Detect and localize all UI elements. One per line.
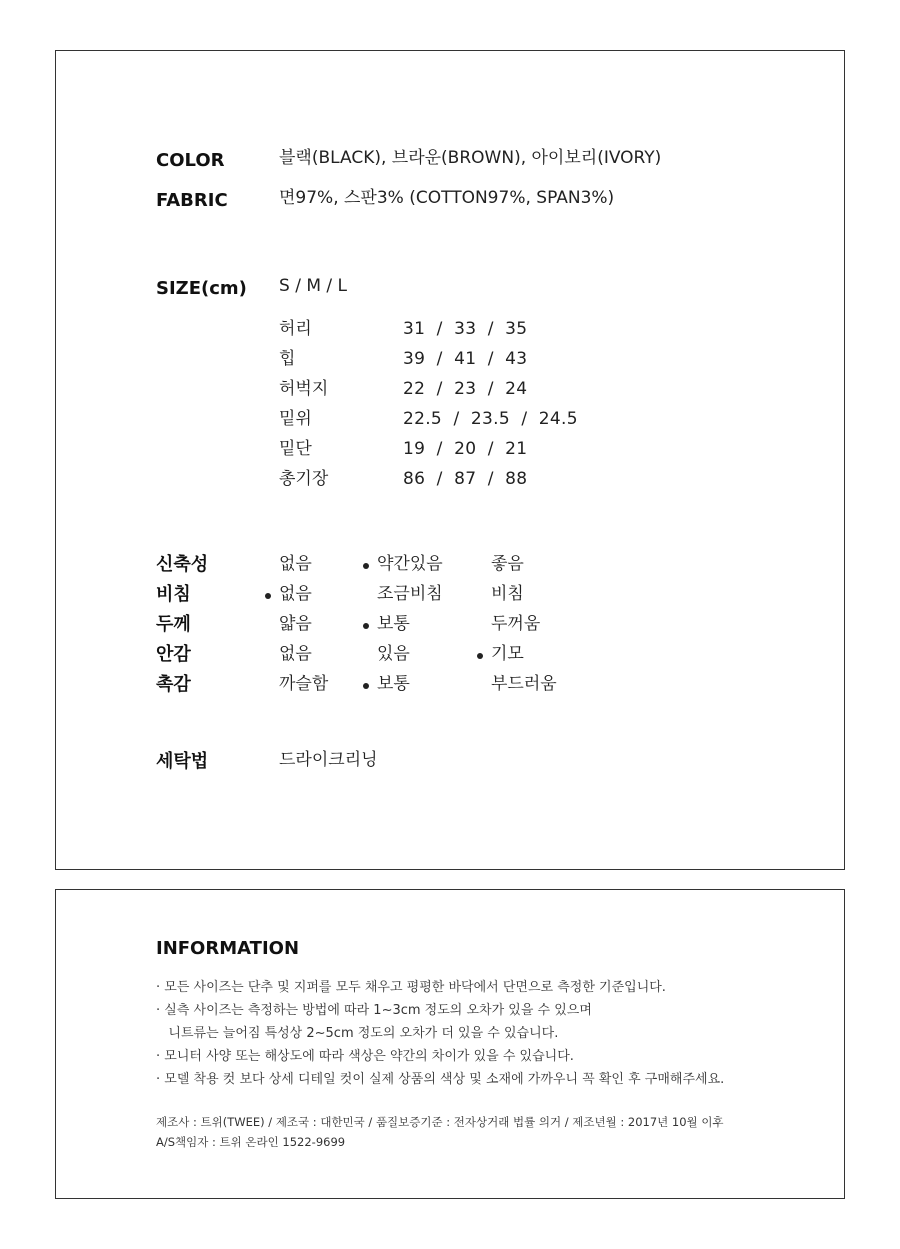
as-contact-info: A/S책임자 : 트위 온라인 1522-9699 — [156, 1135, 346, 1149]
attribute-option: 두꺼움 — [491, 614, 541, 634]
color-value: 블랙(BLACK), 브라운(BROWN), 아이보리(IVORY) — [279, 148, 662, 168]
attribute-option: 조금비침 — [377, 584, 443, 604]
selected-bullet-icon — [363, 683, 369, 689]
attribute-option: 보통 — [377, 674, 410, 694]
color-label: COLOR — [156, 150, 225, 171]
size-row-values: 31 / 33 / 35 — [403, 319, 528, 339]
selected-bullet-icon — [265, 593, 271, 599]
size-row-name: 총기장 — [279, 469, 329, 489]
size-row-name: 허벅지 — [279, 379, 329, 399]
attribute-option: 보통 — [377, 614, 410, 634]
information-panel — [55, 889, 845, 1199]
size-row-values: 86 / 87 / 88 — [403, 469, 528, 489]
size-row-values: 39 / 41 / 43 — [403, 349, 528, 369]
size-row-name: 힙 — [279, 349, 296, 369]
washing-value: 드라이크리닝 — [279, 750, 378, 770]
fabric-label: FABRIC — [156, 190, 228, 211]
info-line: · 모델 착용 컷 보다 상세 디테일 컷이 실제 상품의 색상 및 소재에 가까우니 꼭 확인 후 구매해주세요. — [156, 1072, 725, 1087]
manufacturer-info: 제조사 : 트위(TWEE) / 제조국 : 대한민국 / 품질보증기준 : 전자상거래 법률 의거 / 제조년월 : 2017년 10월 이후 — [156, 1115, 724, 1129]
size-label: SIZE(cm) — [156, 278, 247, 299]
attribute-label: 신축성 — [156, 554, 209, 575]
attribute-option: 없음 — [279, 644, 312, 664]
attribute-label: 촉감 — [156, 674, 191, 695]
info-line: · 모니터 사양 또는 해상도에 따라 색상은 약간의 차이가 있을 수 있습니다. — [156, 1049, 574, 1064]
size-row-values: 22.5 / 23.5 / 24.5 — [403, 409, 578, 429]
product-spec-panel — [55, 50, 845, 870]
size-header: S / M / L — [279, 276, 347, 296]
attribute-option: 얇음 — [279, 614, 312, 634]
attribute-option: 비침 — [491, 584, 524, 604]
washing-label: 세탁법 — [156, 751, 209, 772]
information-title: INFORMATION — [156, 938, 300, 959]
attribute-option: 약간있음 — [377, 554, 443, 574]
attribute-label: 두께 — [156, 614, 191, 635]
size-row-values: 22 / 23 / 24 — [403, 379, 528, 399]
attribute-option: 기모 — [491, 644, 524, 664]
selected-bullet-icon — [363, 623, 369, 629]
attribute-option: 부드러움 — [491, 674, 557, 694]
attribute-option: 있음 — [377, 644, 410, 664]
size-row-name: 밑단 — [279, 439, 312, 459]
attribute-label: 비침 — [156, 584, 191, 605]
attribute-option: 없음 — [279, 584, 312, 604]
info-line: 니트류는 늘어짐 특성상 2~5cm 정도의 오차가 더 있을 수 있습니다. — [156, 1026, 559, 1041]
attribute-option: 좋음 — [491, 554, 524, 574]
selected-bullet-icon — [363, 563, 369, 569]
attribute-option: 없음 — [279, 554, 312, 574]
attribute-option: 까슬함 — [279, 674, 329, 694]
size-row-values: 19 / 20 / 21 — [403, 439, 528, 459]
selected-bullet-icon — [477, 653, 483, 659]
attribute-label: 안감 — [156, 644, 191, 665]
fabric-value: 면97%, 스판3% (COTTON97%, SPAN3%) — [279, 188, 615, 208]
size-row-name: 밑위 — [279, 409, 312, 429]
size-row-name: 허리 — [279, 319, 312, 339]
info-line: · 실측 사이즈는 측정하는 방법에 따라 1~3cm 정도의 오차가 있을 수 있으며 — [156, 1003, 592, 1018]
info-line: · 모든 사이즈는 단추 및 지퍼를 모두 채우고 평평한 바닥에서 단면으로 측정한 기준입니다. — [156, 980, 666, 995]
